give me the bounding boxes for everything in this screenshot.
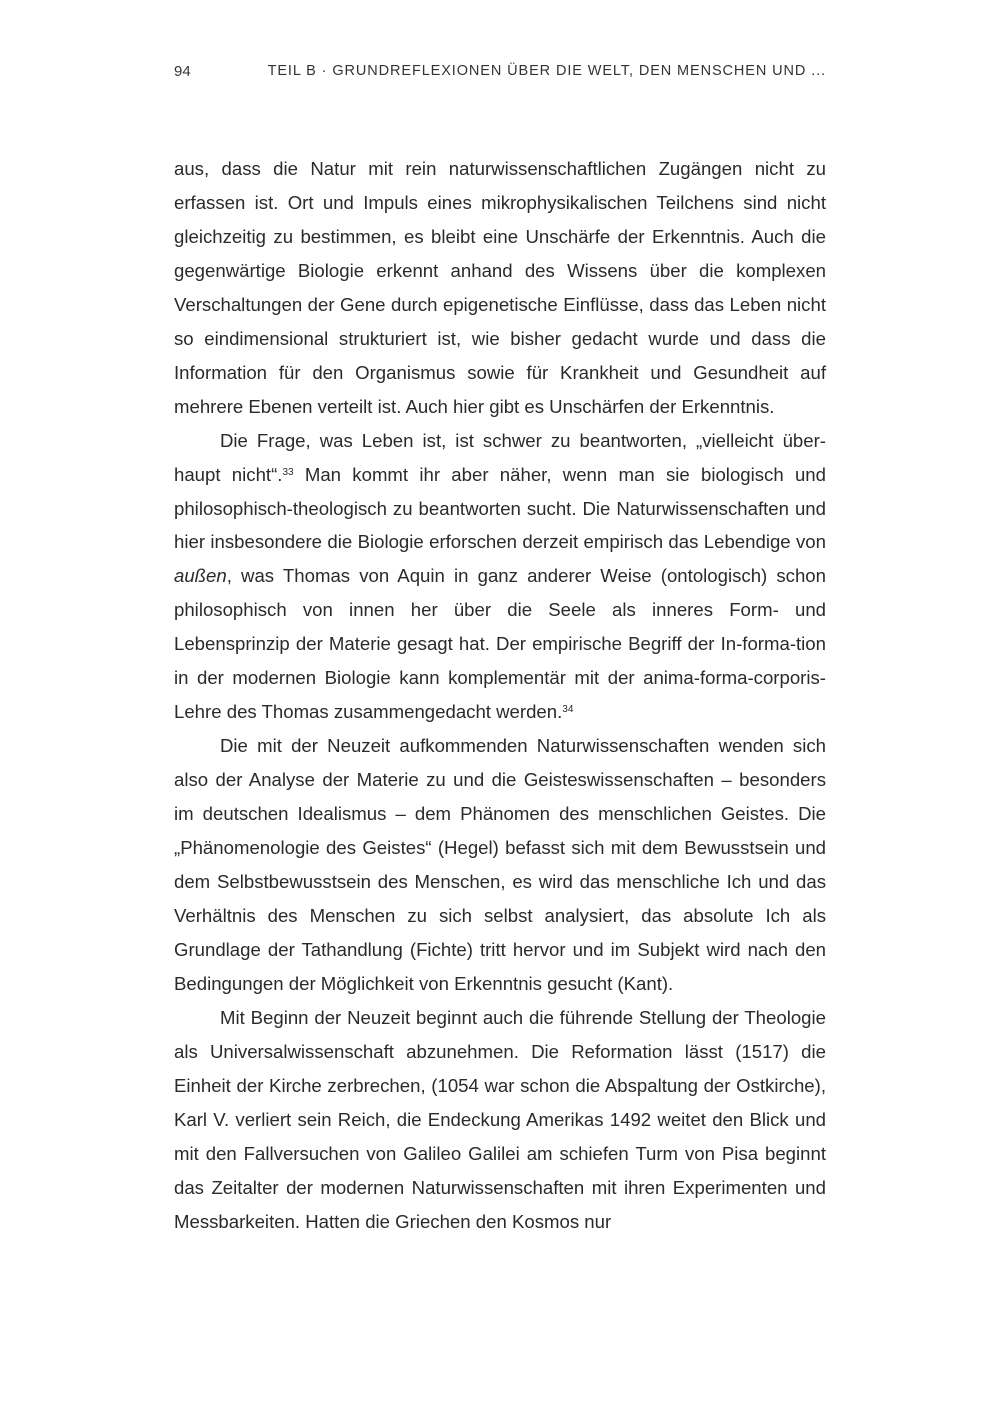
body-text [174,152,826,1239]
page-header [174,63,826,85]
paragraph-3: Die mit der Neuzeit aufkommenden Naturwissenschaften wenden sich also der Analyse der Materie zu und die Geisteswissenschaften – besonders im deutschen Idealismus – dem Phänomen des menschlichen Geistes. Die „Phänomenologie des Geistes“ (Hegel) befasst sich mit dem Bewusstsein und dem Selbstbewusstsein des Menschen, es wird das menschliche Ich und das Verhältnis des Menschen zu sich selbst analysiert, das absolute Ich als Grundlage der Tathandlung (Fichte) tritt hervor und im Subjekt wird nach den Bedingungen der Möglichkeit von Erkenntnis gesucht (Kant). [174,735,826,994]
paragraph-2-part-1: Die Frage, was Leben ist, ist schwer zu beantworten, „vielleicht überhaupt nicht“. [174,429,826,485]
paragraph-2-part-3: , was Thomas von Aquin in ganz anderer Weise (ontologisch) schon philosophisch von innen her über die Seele als inneres Form- und Lebensprinzip der Materie gesagt hat. Der empirische Begriff der In-forma-tion in der modernen Biologie kann komplementär mit der anima-forma-corporis-Lehre des Thomas zusammengedacht werden. [174,565,826,723]
running-head: TEIL B · GRUNDREFLEXIONEN ÜBER DIE WELT, DEN MENSCHEN UND ... [267,63,826,79]
paragraph-2 [174,424,826,730]
paragraph-2-part-2: Man kommt ihr aber näher, wenn man sie biologisch und philosophisch-theologisch zu beantworten sucht. Die Naturwissenschaften und hier insbesondere die Biologie erforschen derzeit empirisch das Lebendige von [174,463,826,553]
footnote-ref-33[interactable]: 33 [282,466,294,478]
emphasis-aussen: außen [174,565,227,587]
paragraph-4: Mit Beginn der Neuzeit beginnt auch die führende Stellung der Theologie als Universalwissenschaft abzunehmen. Die Reformation lässt (1517) die Einheit der Kirche zerbrechen, (1054 war schon die Abspaltung der Ostkirche), Karl V. verliert sein Reich, die Endeckung Amerikas 1492 weitet den Blick und mit den Fallversuchen von Galileo Galilei am schiefen Turm von Pisa beginnt das Zeitalter der modernen Naturwissenschaften mit ihren Experimenten und Messbarkeiten. Hatten die Griechen den Kosmos nur [174,1006,826,1232]
footnote-ref-34[interactable]: 34 [562,704,574,716]
paragraph-1: aus, dass die Natur mit rein naturwissenschaftlichen Zugängen nicht zu erfassen ist. Ort und Impuls eines mikrophysikalischen Teilchens sind nicht gleichzeitig zu bestimmen, es bleibt eine Unschärfe der Erkenntnis. Auch die gegenwärtige Biologie erkennt anhand des Wissens über die komplexen Verschaltungen der Gene durch epigenetische Einflüsse, dass das Leben nicht so eindimensional strukturiert ist, wie bisher gedacht wurde und dass die Information für den Organismus sowie für Krankheit und Gesundheit auf mehrere Ebenen verteilt ist. Auch hier gibt es Unschärfen der Erkenntnis. [174,158,826,417]
page-number: 94 [174,63,191,80]
